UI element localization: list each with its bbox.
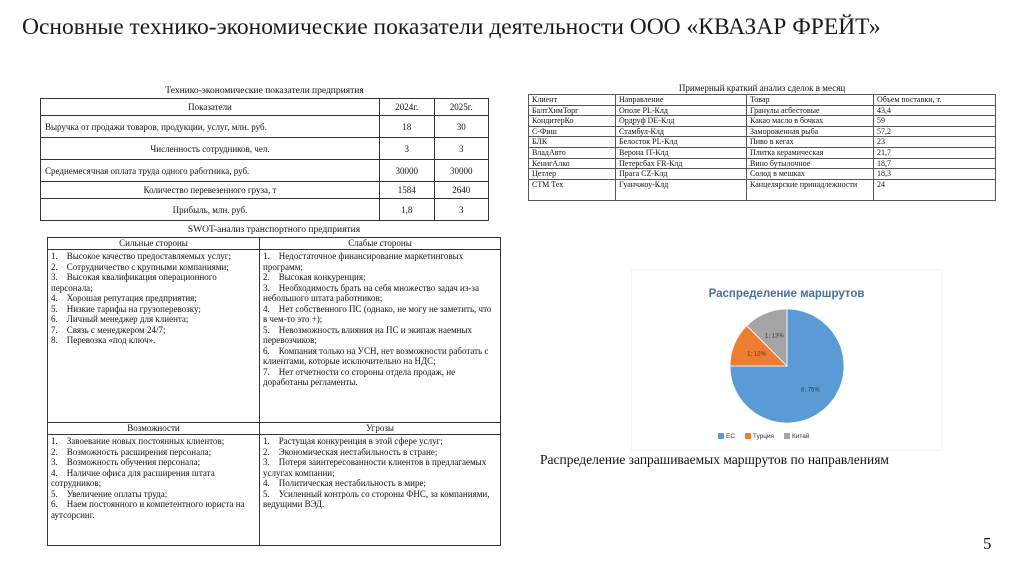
list-item: 2. Возможность расширения персонала; (51, 446, 212, 457)
opportunities-title: Возможности (48, 423, 260, 435)
list-item: 5. Низкие тарифы на грузоперевозку; (51, 303, 201, 314)
deals-table (528, 94, 996, 201)
table-cell: Верона IT-Клд (616, 147, 747, 158)
table-cell: Прага CZ-Клд (616, 169, 747, 180)
table-cell: Какао масло в бочках (747, 116, 874, 127)
table-cell: Среднемесячная оплата труда одного работника, руб. (41, 160, 380, 182)
list-item: 4. Наличие офиса для расширения штата сотрудников; (51, 467, 215, 488)
strengths-list (48, 250, 260, 423)
header-cell: Объем поставки, т. (874, 95, 996, 106)
table-row (529, 137, 996, 148)
header-cell: 2024г. (380, 99, 435, 116)
list-item: 3. Потеря заинтересованности клиентов в предлагаемых услугах компании; (263, 457, 487, 478)
table-row (529, 126, 996, 137)
threats-title: Угрозы (260, 423, 501, 435)
opportunities-list (48, 435, 260, 546)
weaknesses-title: Слабые стороны (260, 238, 501, 250)
table-cell: Солод в мешках (747, 169, 874, 180)
table-cell: Пиво в кегах (747, 137, 874, 148)
table-row (529, 147, 996, 158)
page-number: 5 (983, 534, 992, 553)
table-cell: 18,3 (874, 169, 996, 180)
pie-data-label: 1; 13% (765, 333, 784, 340)
list-item: 1. Высокое качество предоставляемых услуг; (51, 251, 231, 261)
table-row (41, 138, 489, 160)
table-cell: 23 (874, 137, 996, 148)
list-item: 1. Недостаточное финансирование маркетинговых программ; (263, 251, 464, 272)
table-cell: Канцелярские принадлежности (747, 179, 874, 200)
list-item: 1. Растущая конкуренция в этой сфере услуг; (263, 436, 443, 446)
table-cell: 1,8 (380, 199, 435, 221)
slide-title: Основные технико-экономические показатели деятельности ООО «КВАЗАР ФРЕЙТ» (22, 14, 881, 40)
table-cell: БалтХимТорг (529, 105, 616, 116)
header-cell: Показатели (41, 99, 380, 116)
list-item: 5. Увеличение оплаты труда; (51, 488, 168, 499)
table-row (41, 182, 489, 199)
list-item: 7. Связь с менеджером 24/7; (51, 324, 166, 335)
table-cell: 30000 (380, 160, 435, 182)
pie-caption: Распределение запрашиваемых маршрутов по направлениям (540, 452, 889, 467)
pie-data-label: 1; 12% (747, 351, 766, 358)
table-cell: 18,7 (874, 158, 996, 169)
legend-swatch (718, 433, 724, 439)
table-cell: Белосток PL-Клд (616, 137, 747, 148)
list-item: 1. Завоевание новых постоянных клиентов; (51, 436, 225, 446)
table-cell: БЛК (529, 137, 616, 148)
list-item: 8. Перевозка «под ключ». (51, 335, 156, 345)
table-cell: Прибыль, млн. руб. (41, 199, 380, 221)
header-cell: Клиент (529, 95, 616, 106)
header-cell: Направление (616, 95, 747, 106)
table-cell: 43,4 (874, 105, 996, 116)
table-cell: 3 (434, 199, 489, 221)
table-cell: Цетлер (529, 169, 616, 180)
table-cell: 2640 (434, 182, 489, 199)
legend-swatch (784, 433, 790, 439)
legend-label: Турция (752, 433, 775, 440)
table-cell: КенигАлко (529, 158, 616, 169)
table-row (41, 116, 489, 138)
table-cell: 59 (874, 116, 996, 127)
table-cell: 18 (380, 116, 435, 138)
legend-label: ЕС (726, 433, 736, 440)
list-item: 5. Усиленный контроль со стороны ФНС, за компаниями, ведущими ВЭД. (263, 488, 490, 509)
table-header-row (529, 95, 996, 106)
table-row (529, 169, 996, 180)
table-cell: ВладАвто (529, 147, 616, 158)
threats-list (260, 435, 501, 546)
table-cell: Стамбул-Клд (616, 126, 747, 137)
table-cell: Плитка керамическая (747, 147, 874, 158)
legend-label: Китай (791, 433, 810, 440)
table-cell: 3 (380, 138, 435, 160)
table-row (529, 116, 996, 127)
list-item: 6. Наем постоянного и компетентного юриста на аутсорсинг. (51, 499, 245, 520)
table-header-row (41, 99, 489, 116)
legend-swatch (745, 433, 751, 439)
chart-legend (710, 433, 810, 440)
table-cell: Гранулы асбестовые (747, 105, 874, 116)
table-cell: Выручка от продажи товаров, продукции, услуг, млн. руб. (41, 116, 380, 138)
table-cell: С-Фиш (529, 126, 616, 137)
list-item: 6. Компания только на УСН, нет возможности работать с клиентами, которые исключительно на НДС; (263, 345, 489, 366)
table-cell: 24 (874, 179, 996, 200)
swot-caption: SWOT-анализ транспортного предприятия (187, 225, 361, 235)
list-item: 4. Хорошая репутация предприятия; (51, 293, 197, 303)
header-cell: Товар (747, 95, 874, 106)
table-cell: 30 (434, 116, 489, 138)
indicators-table (40, 98, 489, 221)
pie-data-label: 6; 75% (801, 387, 820, 394)
indicators-caption: Технико-экономические показатели предприятия (165, 86, 364, 96)
table-row (529, 179, 996, 200)
table-cell: Количество перевезенного груза, т (41, 182, 380, 199)
table-cell: КондитерКо (529, 116, 616, 127)
table-cell: Численность сотрудников, чел. (41, 138, 380, 160)
table-row (529, 105, 996, 116)
list-item: 4. Политическая нестабильность в мире; (263, 478, 426, 488)
table-cell: Ополе PL-Клд (616, 105, 747, 116)
chart-title: Распределение маршрутов (708, 288, 865, 300)
list-item: 6. Личный менеджер для клиента; (51, 314, 189, 324)
table-cell: 57,2 (874, 126, 996, 137)
list-item: 3. Возможность обучения персонала; (51, 457, 201, 467)
strengths-title: Сильные стороны (48, 238, 260, 250)
pie-chart (632, 270, 941, 450)
table-cell: 1584 (380, 182, 435, 199)
list-item: 7. Нет отчетности со стороны отдела продаж, не доработаны регламенты. (263, 366, 456, 387)
table-cell: 30000 (434, 160, 489, 182)
table-cell: Ордруф DE-Клд (616, 116, 747, 127)
list-item: 3. Необходимость брать на себя множество задач из-за небольшого штата работников; (263, 282, 479, 303)
table-cell: Вино бутылочное (747, 158, 874, 169)
list-item: 2. Сотрудничество с крупными компаниями; (51, 261, 229, 272)
table-row (41, 160, 489, 182)
table-row (41, 199, 489, 221)
table-cell: Гуанчжоу-Клд (616, 179, 747, 200)
pie-svg (632, 270, 941, 450)
table-cell: СТМ Тех (529, 179, 616, 200)
list-item: 2. Экономическая нестабильность в стране; (263, 446, 438, 457)
table-cell: 3 (434, 138, 489, 160)
list-item: 3. Высокая квалификация операционного персонала; (51, 272, 217, 293)
deals-caption: Примерный краткий анализ сделок в месяц (678, 83, 846, 93)
list-item: 5. Невозможность влияния на ПС и экипаж наемных перевозчиков; (263, 324, 473, 345)
list-item: 4. Нет собственного ПС (однако, не могу не заметить, что в чем-то это +); (263, 303, 492, 324)
table-cell: 21,7 (874, 147, 996, 158)
list-item: 2. Высокая конкуренция; (263, 272, 366, 282)
header-cell: 2025г. (434, 99, 489, 116)
swot-table (47, 237, 501, 546)
table-cell: Замороженная рыба (747, 126, 874, 137)
weaknesses-list (260, 250, 501, 423)
table-cell: Петерсбах FR-Клд (616, 158, 747, 169)
table-row (529, 158, 996, 169)
